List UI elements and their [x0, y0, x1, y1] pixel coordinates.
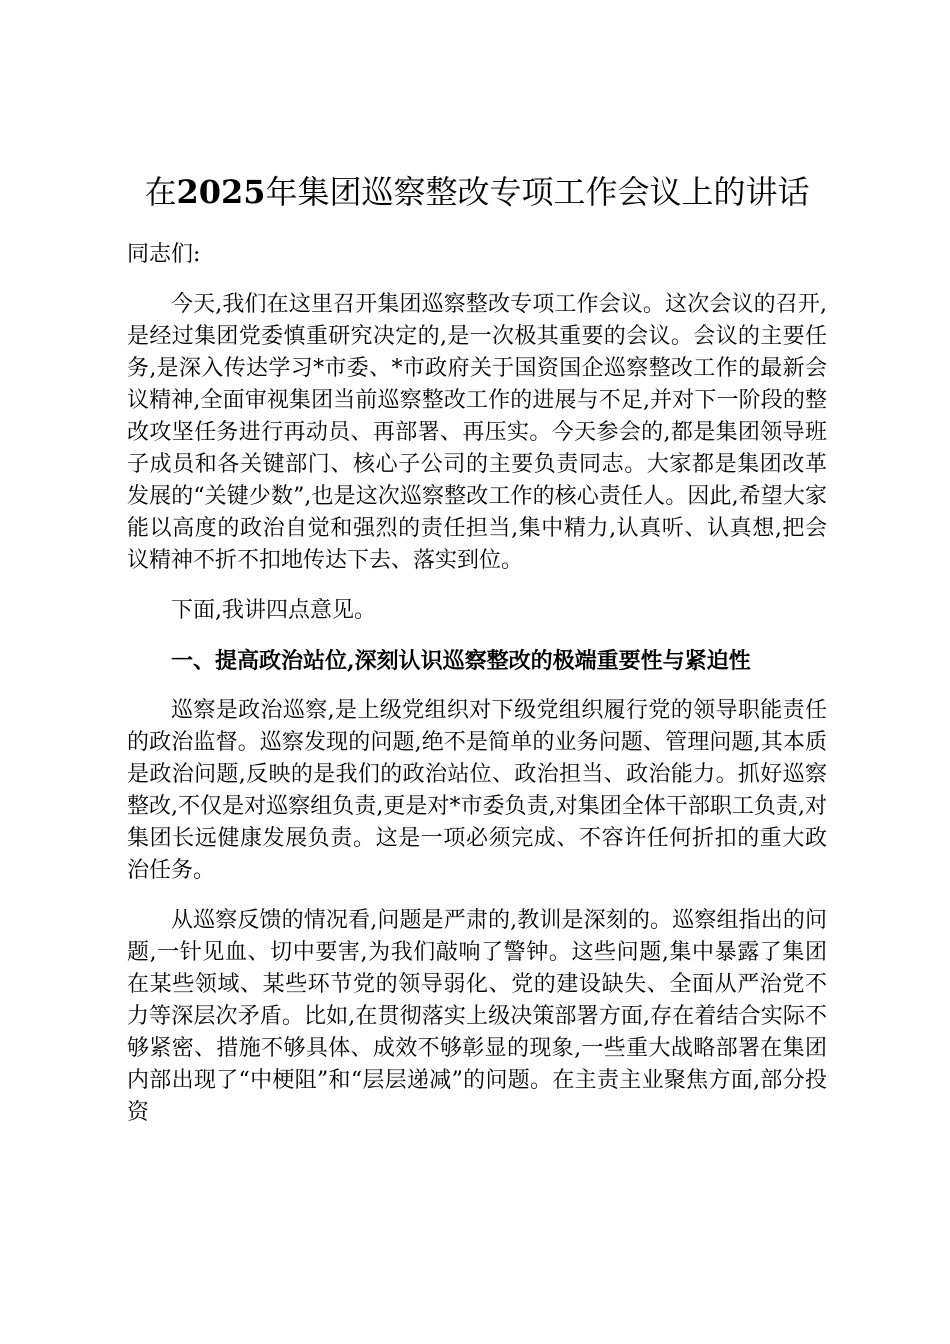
paragraph-opening: 今天,我们在这里召开集团巡察整改专项工作会议。这次会议的召开,是经过集团党委慎重研究决定的,是一次极其重要的会议。会议的主要任务,是深入传达学习*市委、*市政府关于国资国企巡察整改工作的最新会议精神,全面审视集团当前巡察整改工作的进展与不足,并对下一阶段的整改攻坚任务进行再动员、再部署、再压实。今天参会的,都是集团领导班子成员和各关键部门、核心子公司的主要负责同志。大家都是集团改革发展的“关键少数”,也是这次巡察整改工作的核心责任人。因此,希望大家能以高度的政治自觉和强烈的责任担当,集中精力,认真听、认真想,把会议精神不折不扣地传达下去、落实到位。: [127, 292, 827, 573]
title-suffix: 年集团巡察整改专项工作会议上的讲话: [265, 173, 810, 211]
document-body: [127, 170, 827, 1129]
paragraph-section-2: 从巡察反馈的情况看,问题是严肃的,教训是深刻的。巡察组指出的问题,一针见血、切中要害,为我们敲响了警钟。这些问题,集中暴露了集团在某些领域、某些环节党的领导弱化、党的建设缺失、全面从严治党不力等深层次矛盾。比如,在贯彻落实上级决策部署方面,存在着结合实际不够紧密、措施不够具体、成效不够彰显的现象,一些重大战略部署在集团内部出现了“中梗阻”和“层层递减”的问题。在主责主业聚焦方面,部分投资: [127, 908, 827, 1125]
title-year: 2025: [176, 173, 266, 211]
paragraph-section-1: 巡察是政治巡察,是上级党组织对下级党组织履行党的领导职能责任的政治监督。巡察发现的问题,绝不是简单的业务问题、管理问题,其本质是政治问题,反映的是我们的政治站位、政治担当、政治能力。抓好巡察整改,不仅是对巡察组负责,更是对*市委负责,对集团全体干部职工负责,对集团长远健康发展负责。这是一项必须完成、不容许任何折扣的重大政治任务。: [127, 698, 827, 883]
section-heading: 一、提高政治站位,深刻认识巡察整改的极端重要性与紧迫性: [171, 648, 751, 674]
document-title: [127, 170, 827, 214]
title-prefix: 在: [144, 173, 177, 211]
salutation: 同志们:: [127, 242, 201, 267]
paragraph-outline: 下面,我讲四点意见。: [171, 598, 376, 623]
